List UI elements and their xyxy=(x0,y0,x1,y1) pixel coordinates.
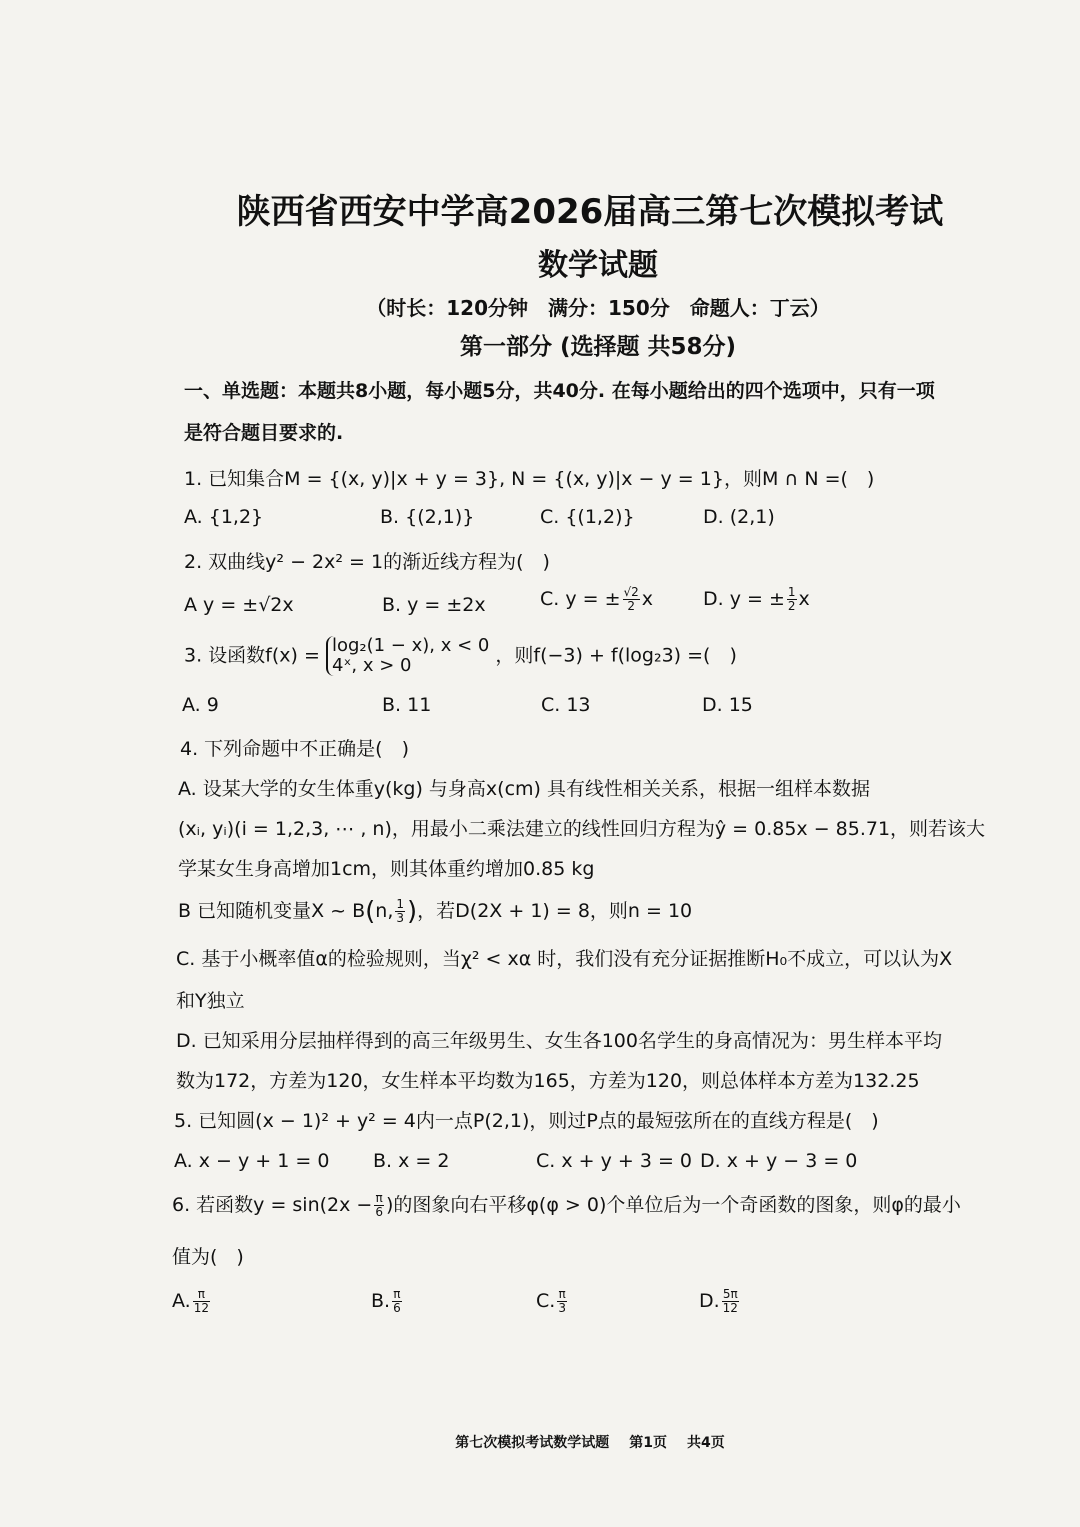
q6-option-c-fraction xyxy=(557,1288,567,1315)
footer-total-pages: 共4页 xyxy=(687,1435,725,1451)
q4-option-b-n: n, xyxy=(375,900,394,922)
q5-option-b: B. x = 2 xyxy=(373,1150,450,1172)
q3-option-c: C. 13 xyxy=(541,694,591,716)
q6-option-c-numerator: π xyxy=(558,1287,566,1301)
q3-option-b: B. 11 xyxy=(382,694,432,716)
exam-subtitle: 数学试题 xyxy=(538,248,658,283)
q6-option-a xyxy=(172,1288,212,1315)
q4-option-d-line2: 数为172，方差为120，女生样本平均数为165，方差为120，则总体样本方差为132.25 xyxy=(176,1070,920,1092)
q6-option-b-denominator: 6 xyxy=(393,1301,401,1315)
q6-option-b-numerator: π xyxy=(393,1287,401,1301)
q5-option-c: C. x + y + 3 = 0 xyxy=(536,1150,693,1172)
q2-option-d-suffix: x xyxy=(798,588,810,610)
q4-option-d-line1: D. 已知采用分层抽样得到的高三年级男生、女生各100名学生的身高情况为：男生样本平均 xyxy=(176,1030,942,1052)
q2-option-a: A y = ±√2x xyxy=(184,594,294,616)
q5-stem: 5. 已知圆(x − 1)² + y² = 4内一点P(2,1)，则过P点的最短弦所在的直线方程是( ) xyxy=(174,1110,879,1132)
q4-option-c-line1: C. 基于小概率值α的检验规则，当χ² < xα 时，我们没有充分证据推断H₀不成立，可以认为X xyxy=(176,948,953,970)
q2-option-c-prefix: C. y = ± xyxy=(540,588,621,610)
q3-piecewise xyxy=(326,636,489,676)
q6-option-a-prefix: A. xyxy=(172,1290,191,1312)
section-intro-line2: 是符合题目要求的. xyxy=(184,422,344,444)
q4-option-b xyxy=(178,896,692,927)
exam-meta: （时长：120分钟 满分：150分 命题人：丁云） xyxy=(366,296,830,320)
q2-option-c xyxy=(540,586,653,613)
q6-option-d-prefix: D. xyxy=(699,1290,720,1312)
q2-stem: 2. 双曲线y² − 2x² = 1的渐近线方程为( ) xyxy=(184,551,550,573)
q1-option-a: A. {1,2} xyxy=(184,506,264,528)
q6-option-b xyxy=(371,1288,404,1315)
q6-option-c xyxy=(536,1288,569,1315)
q2-option-d-numerator: 1 xyxy=(787,585,796,599)
footer-page-number: 第1页 xyxy=(629,1435,667,1451)
q2-option-c-fraction xyxy=(623,586,640,613)
q2-option-d xyxy=(703,586,810,613)
section-intro-line1: 一、单选题：本题共8小题，每小题5分，共40分. 在每小题给出的四个选项中，只有一项 xyxy=(184,380,935,402)
q6-option-d-numerator: 5π xyxy=(722,1287,738,1301)
q4-option-b-numerator: 1 xyxy=(396,897,405,911)
page-footer xyxy=(0,1432,1080,1452)
q4-stem: 4. 下列命题中不正确是( ) xyxy=(180,738,409,760)
q5-option-a: A. x − y + 1 = 0 xyxy=(174,1150,330,1172)
q2-option-c-numerator: √2 xyxy=(623,585,639,599)
q3-case-2: 4ˣ, x > 0 xyxy=(331,655,412,676)
q6-option-d-fraction xyxy=(722,1288,739,1315)
q4-option-b-denominator: 3 xyxy=(396,911,405,925)
q3-case-1: log₂(1 − x), x < 0 xyxy=(331,635,490,656)
q6-option-a-denominator: 12 xyxy=(193,1301,209,1315)
q1-option-c: C. {(1,2)} xyxy=(540,506,635,528)
q1-option-d: D. (2,1) xyxy=(703,506,775,528)
q2-option-d-denominator: 2 xyxy=(787,599,796,613)
q6-stem-numerator: π xyxy=(375,1191,383,1205)
q6-stem-line2: 值为( ) xyxy=(172,1246,244,1268)
q4-option-c-line2: 和Y独立 xyxy=(176,990,245,1012)
part-heading: 第一部分 (选择题 共58分) xyxy=(459,334,737,360)
q6-option-d xyxy=(699,1288,741,1315)
q3-option-d: D. 15 xyxy=(702,694,753,716)
q3-stem-prefix: 3. 设函数f(x) = xyxy=(184,644,320,667)
q6-stem-denominator: 6 xyxy=(375,1205,383,1219)
q2-option-d-prefix: D. y = ± xyxy=(703,588,785,610)
q4-option-a-line3: 学某女生身高增加1cm，则其体重约增加0.85 kg xyxy=(178,858,595,880)
q2-option-c-denominator: 2 xyxy=(627,599,635,613)
q4-option-b-fraction xyxy=(395,898,405,925)
q6-option-a-fraction xyxy=(193,1288,210,1315)
q6-option-d-denominator: 12 xyxy=(722,1301,738,1315)
footer-exam-name: 第七次模拟考试数学试题 xyxy=(455,1435,610,1451)
q6-option-b-fraction xyxy=(392,1288,402,1315)
q6-stem-line1 xyxy=(172,1190,961,1219)
q4-option-a-line2: (xᵢ, yᵢ)(i = 1,2,3, ⋯ , n)，用最小二乘法建立的线性回归方程为ŷ = 0.85x − 85.71，则若该大 xyxy=(178,818,986,840)
q4-option-b-lparen: ( xyxy=(365,896,376,927)
q6-option-c-denominator: 3 xyxy=(558,1301,566,1315)
q4-option-b-prefix: B 已知随机变量X ~ B xyxy=(178,900,366,922)
q4-option-b-rparen: ) xyxy=(407,896,418,927)
q6-option-a-numerator: π xyxy=(193,1288,210,1302)
q4-option-b-suffix: ，若D(2X + 1) = 8，则n = 10 xyxy=(417,900,693,922)
q3-stem xyxy=(184,636,737,676)
q3-option-a: A. 9 xyxy=(182,694,219,716)
q6-stem-suffix: )的图象向右平移φ(φ > 0)个单位后为一个奇函数的图象，则φ的最小 xyxy=(385,1194,961,1216)
q4-option-a-line1: A. 设某大学的女生体重y(kg) 与身高x(cm) 具有线性相关关系，根据一组样本数据 xyxy=(178,778,870,800)
q5-option-d: D. x + y − 3 = 0 xyxy=(700,1150,858,1172)
q2-option-b: B. y = ±2x xyxy=(382,594,486,616)
q1-option-b: B. {(2,1)} xyxy=(380,506,475,528)
q2-option-d-fraction xyxy=(787,586,797,613)
q6-stem-fraction xyxy=(374,1192,384,1219)
q6-option-b-prefix: B. xyxy=(371,1290,391,1312)
exam-title: 陕西省西安中学高2026届高三第七次模拟考试 xyxy=(236,192,944,232)
q3-stem-suffix: ，则f(−3) + f(log₂3) =( ) xyxy=(495,644,737,667)
q6-option-c-prefix: C. xyxy=(536,1290,556,1312)
q2-option-c-suffix: x xyxy=(641,588,654,610)
q1-stem: 1. 已知集合M = {(x, y)|x + y = 3}, N = {(x, y)|x − y = 1}，则M ∩ N =( ) xyxy=(184,468,875,490)
q6-stem-prefix: 6. 若函数y = sin(2x − xyxy=(172,1194,373,1216)
